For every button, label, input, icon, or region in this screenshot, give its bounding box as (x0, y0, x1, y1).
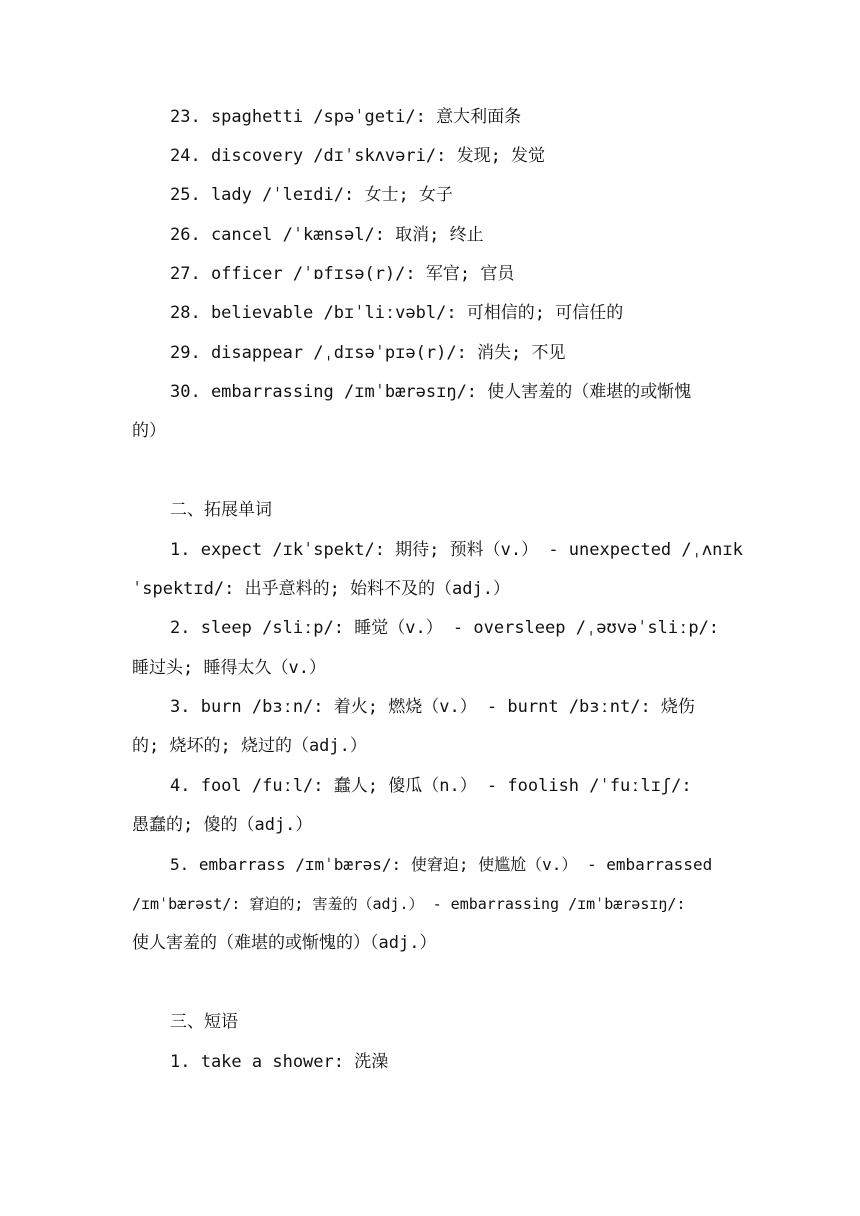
extended-item-4-line2: 愚蠢的; 傻的（adj.） (132, 815, 313, 835)
vocab-item-26: 26. cancel /ˈkænsəl/: 取消; 终止 (170, 225, 484, 245)
vocab-item-27: 27. officer /ˈɒfɪsə(r)/: 军官; 官员 (170, 264, 515, 284)
vocab-item-24: 24. discovery /dɪˈskʌvəri/: 发现; 发觉 (170, 146, 546, 166)
section-heading-phrases: 三、短语 (170, 1012, 238, 1032)
extended-item-5-line1: 5. embarrass /ɪmˈbærəs/: 使窘迫; 使尴尬（v.） - embarrassed (170, 855, 713, 874)
vocab-item-23: 23. spaghetti /spəˈgeti/: 意大利面条 (170, 107, 522, 127)
extended-item-2-line2: 睡过头; 睡得太久（v.） (132, 658, 326, 678)
extended-item-1-line1: 1. expect /ɪkˈspekt/: 期待; 预料（v.） - unexpected /ˌʌnɪk (170, 540, 743, 560)
extended-item-3-line2: 的; 烧坏的; 烧过的（adj.） (132, 736, 367, 756)
vocab-item-30-line1: 30. embarrassing /ɪmˈbærəsɪŋ/: 使人害羞的（难堪的或惭愧 (170, 382, 692, 402)
phrase-item-1: 1. take a shower: 洗澡 (170, 1052, 389, 1072)
vocab-item-28: 28. believable /bɪˈliːvəbl/: 可相信的; 可信任的 (170, 303, 624, 323)
extended-item-5-line2: /ɪmˈbærəst/: 窘迫的; 害羞的（adj.） - embarrassing /ɪmˈbærəsɪŋ/: (132, 895, 686, 913)
extended-item-4-line1: 4. fool /fuːl/: 蠢人; 傻瓜（n.） - foolish /ˈfuːlɪʃ/: (170, 776, 692, 796)
extended-item-1-line2: ˈspektɪd/: 出乎意料的; 始料不及的（adj.） (132, 579, 510, 599)
extended-item-5-line3: 使人害羞的（难堪的或惭愧的）（adj.） (132, 933, 437, 953)
section-heading-extended-words: 二、拓展单词 (170, 500, 272, 520)
extended-item-2-line1: 2. sleep /sliːp/: 睡觉（v.） - oversleep /ˌəʊvəˈsliːp/: (170, 618, 720, 638)
vocab-item-30-line2: 的） (132, 421, 166, 441)
extended-item-3-line1: 3. burn /bɜːn/: 着火; 燃烧（v.） - burnt /bɜːnt/: 烧伤 (170, 697, 695, 717)
vocab-item-25: 25. lady /ˈleɪdi/: 女士; 女子 (170, 185, 453, 205)
vocab-item-29: 29. disappear /ˌdɪsəˈpɪə(r)/: 消失; 不见 (170, 343, 566, 363)
